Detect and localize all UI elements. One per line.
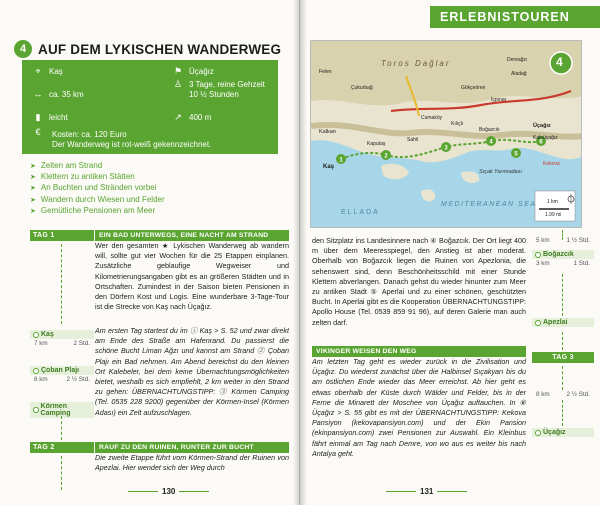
map-place: İçpınar bbox=[491, 97, 507, 103]
map-place: Kaş bbox=[323, 164, 335, 170]
right-page bbox=[300, 0, 600, 505]
info-distance: ↔ ca. 35 km bbox=[33, 89, 84, 99]
stop-dot-icon bbox=[33, 407, 39, 413]
day2-paragraph: Die zweite Etappe führt vom Körmen-Strand der Ruinen von Apezlai. Hier wendet sich der Weg durch bbox=[95, 453, 289, 473]
route-line bbox=[562, 366, 563, 390]
intro-paragraph: Wer den gesamten ★ Lykischen Wanderweg ab wandern will, sollte gut vier Wochen für die 25 Etappen einplanen. Zusätzliche geblaufige Wegweiser und Kilometrierungsangaben gibt es an größeren Städten und in Ortschaften. Zumindest in der Saison bieten Pensionen in den Dörfern Kost und Logis. Eine wunderbare 3-Tage-Tour ist die Strecke von Kaş nach Üçağız. bbox=[95, 241, 289, 312]
map-place: Kekova bbox=[543, 161, 560, 167]
route-line bbox=[562, 274, 563, 316]
map-place: Üçağız bbox=[533, 123, 551, 129]
distance-row: 5 km 1 ½ Std. bbox=[536, 237, 590, 244]
route-map bbox=[310, 40, 582, 228]
stop-coban-plaji: Çoban Plajı 8 km 2 ½ Std. bbox=[30, 366, 94, 384]
distance-row: 8 km 2 ½ Std. bbox=[536, 391, 590, 398]
stop-ucagiz: Üçağız bbox=[532, 428, 594, 437]
route-line bbox=[61, 456, 62, 490]
stop-dot-icon bbox=[535, 252, 541, 258]
day-2-label: TAG 2 bbox=[30, 442, 94, 453]
map-place: Aladağ bbox=[511, 71, 527, 77]
map-badge: 4 bbox=[556, 55, 563, 69]
euro-icon: € bbox=[35, 127, 41, 137]
info-duration: ♙ 3 Tage, reine Gehzeit 10 ½ Stunden bbox=[173, 79, 265, 99]
svg-text:4: 4 bbox=[489, 139, 493, 146]
map-scale-mi: 1.99 mi bbox=[545, 212, 562, 218]
map-label-bay: Sıçak Yarımadası bbox=[479, 169, 522, 175]
map-place: Gökçeören bbox=[461, 85, 486, 91]
stop-dot-icon bbox=[33, 332, 39, 338]
day1-paragraph: Am ersten Tag startest du im ⓘ Kaş > S. 52 und zwar direkt am Ende des Straße am Hafenrand. Du passierst die schöne Bucht Liman Ağzı und kannst am Strand ② Çoban Plajı ein Bad nehmen. Am Abend bereichst du den kleinen Ort Kalebeler, bei dem keine Übernachtungsmöglichkeiten bietet, weshalb es sich empfiehlt, 2 km weiter in den Strand zu gehen: ÜBERNACHTUNGSTIPP: ③ Körmen Camping (Tel. 0535 228 9200) gegenüber der Körmen-Insel (Körmen Adası) ein Zelt aufzuschlagen. bbox=[95, 326, 289, 417]
svg-text:3: 3 bbox=[444, 145, 448, 152]
highlights-list bbox=[30, 161, 165, 217]
section-heading-day2: RAUF ZU DEN RUINEN, RUNTER ZUR BUCHT bbox=[95, 442, 289, 453]
stop-aperlai: Apezlai bbox=[532, 318, 594, 327]
ascent-arrow-icon: ↗ bbox=[174, 112, 182, 122]
info-elevation: ↗ 400 m bbox=[172, 113, 211, 123]
highlight-item: ➤ An Buchten und Stränden vorbei bbox=[30, 183, 165, 194]
map-place: Kılıçlı bbox=[451, 121, 464, 127]
route-line bbox=[61, 416, 62, 440]
stop-dot-icon bbox=[535, 430, 541, 436]
svg-text:5: 5 bbox=[514, 151, 518, 158]
svg-text:2: 2 bbox=[384, 153, 388, 160]
section-heading-day3: VIKINGER WEISEN DEN WEG bbox=[312, 346, 526, 357]
route-line bbox=[562, 332, 563, 350]
tour-title: AUF DEM LYKISCHEN WANDERWEG bbox=[38, 41, 282, 57]
highlight-item: ➤ Zelten am Strand bbox=[30, 161, 165, 172]
svg-text:1: 1 bbox=[339, 157, 343, 164]
distance-arrow-icon: ↔ bbox=[33, 89, 43, 99]
stop-kormen-camping: Körmen Camping bbox=[30, 402, 94, 418]
route-line bbox=[61, 244, 62, 324]
map-label-country: ELLADA bbox=[341, 209, 380, 216]
location-pin-icon: ⌖ bbox=[35, 66, 41, 76]
day-3-label: TAG 3 bbox=[532, 352, 594, 363]
highlight-item: ➤ Wandern durch Wiesen und Felder bbox=[30, 195, 165, 206]
day-1-label: TAG 1 bbox=[30, 230, 94, 241]
section-banner: ERLEBNISTOUREN bbox=[430, 6, 600, 28]
highlight-item: ➤ Klettern zu antiken Stätten bbox=[30, 172, 165, 183]
route-line bbox=[562, 400, 563, 426]
page-number-left: 130 bbox=[124, 487, 213, 496]
stop-kas: Kaş 7 km 2 Std. bbox=[30, 330, 94, 348]
tour-number-badge: 4 bbox=[14, 40, 32, 58]
stop-bogazcik: Boğazcık 3 km 1 Std. bbox=[532, 250, 594, 268]
difficulty-bars-icon: ▮ bbox=[35, 112, 41, 122]
info-difficulty: ▮ leicht bbox=[32, 113, 68, 123]
flag-icon: ⚑ bbox=[173, 66, 183, 76]
map-place: Sahil bbox=[407, 137, 419, 143]
hiker-icon: ♙ bbox=[173, 79, 183, 89]
day3-paragraph: Am letzten Tag geht es wieder zurück in die Zivilisation und Üçağız. Du wiederst zunächst über die Halbinsel Sıçakyarı bis du am östlichen Ende wieder das Meer erreichst. Ab hier geht es etwas oberhalb der Küste durch Wälder und Felder, bis in der Ferne die Minarett der Moschee von Üçağız auftauchen. In ⑥ Üçağız > S. 55 gibt es mit der ÜBERNACHTUNGSTIPP: Kekova Pansiyon (kekovapansiyon.com) und der Ekin Pansion (ekinpansiyon.com) zwei Pensionen zur Auswahl. Ein Kleinbus fährt einmal am Tag nach Demre, von wo aus es weiter bis nach Antalya geht. bbox=[312, 357, 526, 458]
tour-header bbox=[14, 40, 281, 58]
highlight-item: ➤ Gemütliche Pensionen am Meer bbox=[30, 206, 165, 217]
info-start: ⌖ Kaş bbox=[32, 67, 63, 77]
tour-info-box bbox=[22, 60, 278, 154]
map-place: Çukurbağ bbox=[351, 85, 373, 91]
map-place: Kaputaş bbox=[367, 141, 386, 147]
map-label-mountains: Toros Dağlar bbox=[381, 59, 451, 68]
info-destination: ⚑ Üçağız bbox=[173, 66, 214, 76]
map-scale-km: 1 km bbox=[547, 199, 558, 205]
map-label-sea: MEDITERANEAN SEA bbox=[441, 201, 537, 208]
page-number-right: 131 bbox=[382, 487, 471, 496]
stop-dot-icon bbox=[535, 320, 541, 326]
map-place: Kaleüçağız bbox=[533, 135, 558, 141]
map-place: Boğazcık bbox=[479, 127, 500, 133]
section-heading-day1: EIN BAD UNTERWEGS, EINE NACHT AM STRAND bbox=[95, 230, 289, 241]
info-cost-note: Kosten: ca. 120 Euro Der Wanderweg ist rot-weiß gekennzeichnet. bbox=[52, 130, 212, 149]
day2-continued-paragraph: den Sitzplatz ins Landesinnere nach ④ Boğazcık. Der Ort liegt 400 m über dem Meeresspiegel, den Anstieg ist aber moderat. Oberhalb von Boğazcık liegen die Ruinen von Apezlonia, die sehenswert sind, denn Beschönheitsschild mit einer Stunde Klettern abverlangen. Danach gehst du wieder hinunter zum Meer zu antiken Stadt ⑤ Aperlai und zu einer schönen, geschützten Bucht. In Aperlai gibt es die Kooperation ÜBERNACHTUNGSTIPP: Apollo House (Tel. 0539 859 91 96), auf deren Galerie man auch zelten darf. bbox=[312, 236, 526, 327]
map-place: Dereağzı bbox=[507, 57, 528, 63]
stop-dot-icon bbox=[33, 368, 39, 374]
map-place: Felen bbox=[319, 69, 332, 75]
map-place: Kalkan bbox=[319, 129, 336, 135]
info-euro bbox=[32, 128, 44, 138]
map-place: Cumaköy bbox=[421, 115, 443, 121]
svg-text:6: 6 bbox=[539, 139, 543, 146]
